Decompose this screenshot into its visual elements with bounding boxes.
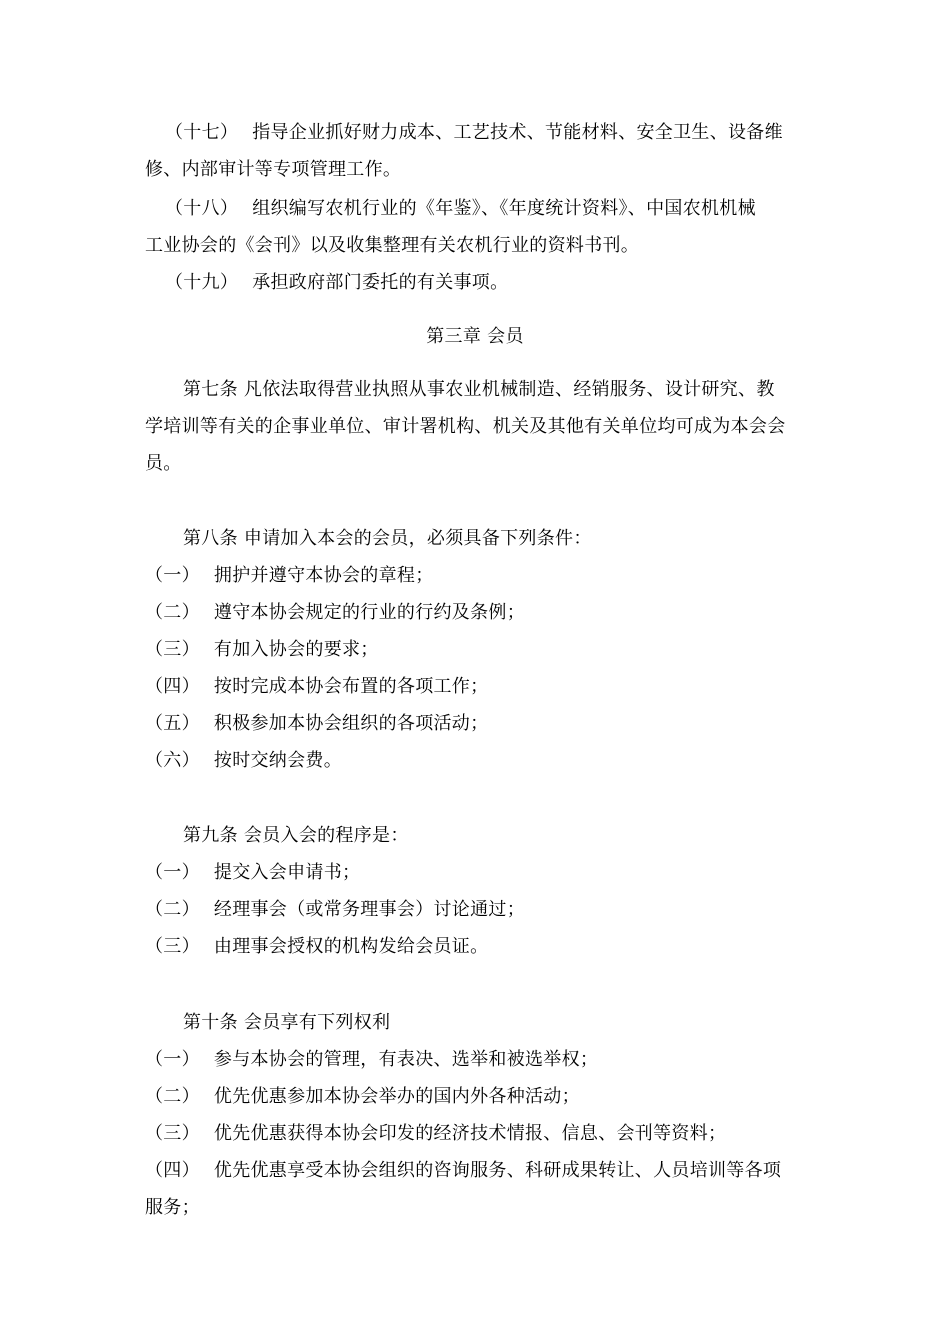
article-7-line1: 第七条 凡依法取得营业执照从事农业机械制造、经销服务、设计研究、教 — [183, 379, 775, 400]
item-19-line1 — [145, 271, 825, 295]
item-text: 参与本协会的管理，有表决、选举和被选举权； — [213, 1049, 599, 1070]
item-number: （一） — [145, 1049, 200, 1070]
item-text: 经理事会（或常务理事会）讨论通过； — [213, 899, 526, 920]
chapter-title: 第三章 会员 — [426, 326, 524, 347]
article-8-item — [145, 749, 805, 773]
item-number: （四） — [145, 676, 200, 697]
item-text: 按时完成本协会布置的各项工作； — [213, 676, 489, 697]
item-number: （二） — [145, 602, 200, 623]
item-number: （三） — [145, 936, 200, 957]
item-number: （一） — [145, 862, 200, 883]
article-9-item — [145, 898, 805, 922]
item-text: 提交入会申请书； — [213, 862, 361, 883]
item-text: 遵守本协会规定的行业的行约及条例； — [213, 602, 526, 623]
item-text: 由理事会授权的机构发给会员证。 — [213, 936, 489, 957]
article-8-item — [145, 675, 805, 699]
article-8-item — [145, 564, 805, 588]
item-text: 积极参加本协会组织的各项活动； — [213, 713, 489, 734]
article-10-item — [145, 1159, 805, 1183]
article-8-heading: 第八条 申请加入本会的会员，必须具备下列条件： — [183, 528, 592, 549]
item-number: （一） — [145, 565, 200, 586]
article-10-item — [145, 1085, 805, 1109]
article-8-item — [145, 638, 805, 662]
item-18-line2: 工业协会的《会刊》以及收集整理有关农机行业的资料书刊。 — [145, 235, 640, 256]
item-17-number: （十七） — [165, 122, 239, 143]
article-10-item — [145, 1122, 805, 1146]
item-19-text: 承担政府部门委托的有关事项。 — [252, 272, 509, 293]
item-text: 拥护并遵守本协会的章程； — [213, 565, 434, 586]
item-18-number: （十八） — [165, 198, 239, 219]
article-9-item — [145, 935, 805, 959]
item-17-text: 指导企业抓好财力成本、工艺技术、节能材料、安全卫生、设备维 — [252, 122, 783, 143]
item-19-number: （十九） — [165, 272, 239, 293]
item-number: （二） — [145, 1086, 200, 1107]
article-10-item — [145, 1048, 805, 1072]
article-9-heading: 第九条 会员入会的程序是： — [183, 825, 409, 846]
article-8-item — [145, 601, 805, 625]
item-number: （五） — [145, 713, 200, 734]
item-text: 优先优惠享受本协会组织的咨询服务、科研成果转让、人员培训等各项 — [213, 1160, 782, 1181]
article-7-line3: 员。 — [145, 453, 182, 474]
item-text: 优先优惠获得本协会印发的经济技术情报、信息、会刊等资料； — [213, 1123, 727, 1144]
article-7-line2: 学培训等有关的企事业单位、审计署机构、机关及其他有关单位均可成为本会会 — [145, 416, 786, 437]
item-18-text: 组织编写农机行业的《年鉴》、《年度统计资料》、中国农机机械 — [252, 198, 756, 219]
item-number: （二） — [145, 899, 200, 920]
item-18-line1 — [145, 197, 825, 221]
item-text: 有加入协会的要求； — [213, 639, 379, 660]
item-number: （三） — [145, 1123, 200, 1144]
article-10-heading: 第十条 会员享有下列权利 — [183, 1012, 391, 1033]
item-number: （四） — [145, 1160, 200, 1181]
item-17-line1 — [145, 121, 825, 145]
item-text: 按时交纳会费。 — [213, 750, 343, 771]
item-number: （三） — [145, 639, 200, 660]
article-9-item — [145, 861, 805, 885]
article-8-item — [145, 712, 805, 736]
item-text: 优先优惠参加本协会举办的国内外各种活动； — [213, 1086, 580, 1107]
item-number: （六） — [145, 750, 200, 771]
item-17-line2: 修、内部审计等专项管理工作。 — [145, 159, 402, 180]
article-10-item-continuation: 服务； — [145, 1197, 200, 1218]
